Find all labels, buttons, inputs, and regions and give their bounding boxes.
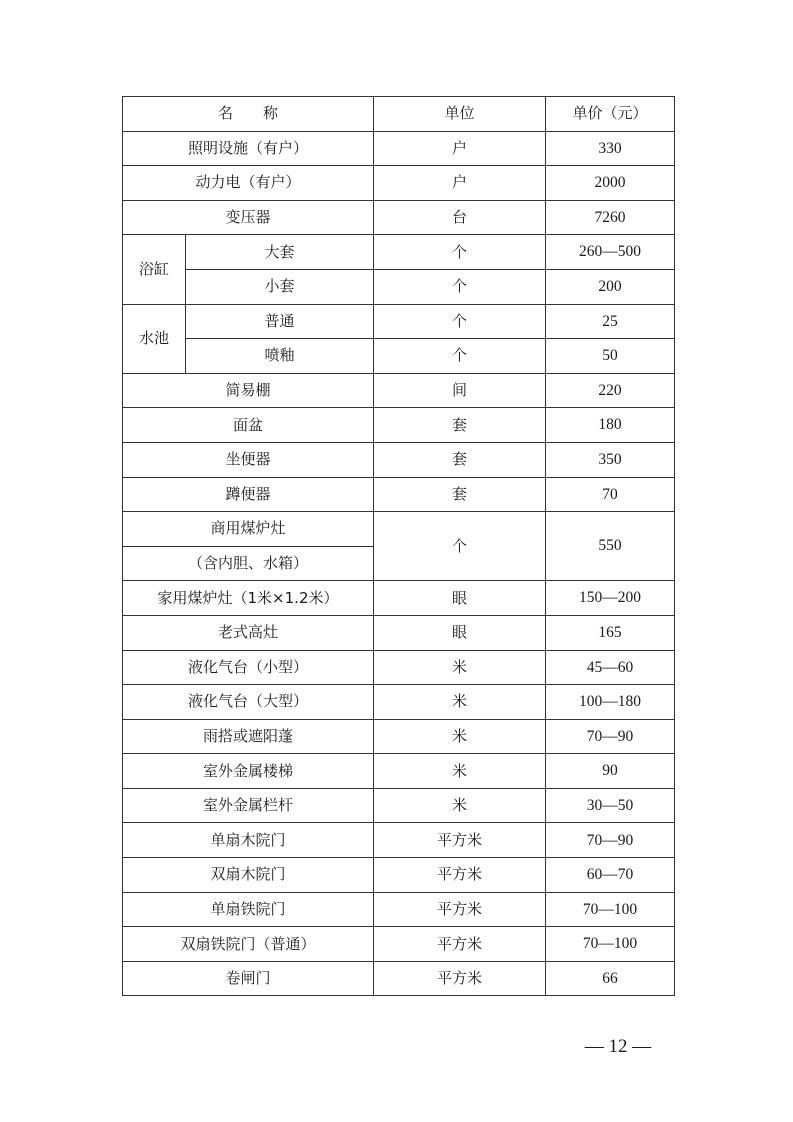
item-name: 大套: [186, 235, 374, 270]
item-name: 液化气台（大型）: [123, 685, 374, 720]
item-name: 小套: [186, 269, 374, 304]
table-row: [123, 615, 675, 650]
page-number: — 12 —: [584, 1036, 652, 1057]
item-unit: 米: [374, 719, 546, 754]
item-name: 坐便器: [123, 442, 374, 477]
header-unit: 单位: [374, 97, 546, 132]
item-unit: 户: [374, 131, 546, 166]
table-row: [123, 373, 675, 408]
item-unit: 个: [374, 339, 546, 374]
item-price: 220: [546, 373, 675, 408]
table-row: [123, 788, 675, 823]
item-price: 330: [546, 131, 675, 166]
table-header-row: [123, 97, 675, 132]
item-unit: 户: [374, 166, 546, 201]
item-price: 2000: [546, 166, 675, 201]
item-name: 商用煤炉灶: [123, 512, 374, 547]
item-price: 70—100: [546, 927, 675, 962]
header-price: 单价（元）: [546, 97, 675, 132]
table-row: [123, 892, 675, 927]
item-name: 液化气台（小型）: [123, 650, 374, 685]
item-unit: 眼: [374, 581, 546, 616]
table-row: [123, 477, 675, 512]
item-unit: 个: [374, 512, 546, 581]
table-row: [123, 719, 675, 754]
item-name: 卷闸门: [123, 961, 374, 996]
price-table: [122, 96, 675, 996]
item-name: 面盆: [123, 408, 374, 443]
item-price: 90: [546, 754, 675, 789]
item-name: 室外金属楼梯: [123, 754, 374, 789]
item-price: 150—200: [546, 581, 675, 616]
table-row: [123, 685, 675, 720]
table-row: [123, 650, 675, 685]
item-price: 50: [546, 339, 675, 374]
table-row: [123, 961, 675, 996]
item-name: 双扇木院门: [123, 858, 374, 893]
item-name: 单扇木院门: [123, 823, 374, 858]
item-unit: 平方米: [374, 961, 546, 996]
item-price: 180: [546, 408, 675, 443]
item-name: 家用煤炉灶（1米×1.2米）: [123, 581, 374, 616]
item-unit: 台: [374, 200, 546, 235]
item-name: 普通: [186, 304, 374, 339]
item-price: 70: [546, 477, 675, 512]
item-price: 70—90: [546, 823, 675, 858]
table-row: [123, 408, 675, 443]
table-row: [123, 166, 675, 201]
item-price: 66: [546, 961, 675, 996]
item-unit: 平方米: [374, 927, 546, 962]
item-name: 喷釉: [186, 339, 374, 374]
item-price: 350: [546, 442, 675, 477]
item-unit: 个: [374, 304, 546, 339]
item-price: 200: [546, 269, 675, 304]
table-row: [123, 200, 675, 235]
item-unit: 平方米: [374, 892, 546, 927]
item-price: 165: [546, 615, 675, 650]
group-name: 水池: [123, 304, 186, 373]
item-price: 45—60: [546, 650, 675, 685]
item-unit: 间: [374, 373, 546, 408]
item-unit: 眼: [374, 615, 546, 650]
item-name: 简易棚: [123, 373, 374, 408]
table-row: [123, 927, 675, 962]
item-price: 70—90: [546, 719, 675, 754]
item-name-continued: （含内胆、水箱）: [123, 546, 374, 581]
item-unit: 米: [374, 650, 546, 685]
item-unit: 平方米: [374, 823, 546, 858]
item-price: 550: [546, 512, 675, 581]
header-name: 名 称: [123, 97, 374, 132]
table-row: [123, 235, 675, 270]
group-name: 浴缸: [123, 235, 186, 304]
table-row: [123, 858, 675, 893]
table-row: [123, 339, 675, 374]
item-unit: 套: [374, 442, 546, 477]
item-unit: 平方米: [374, 858, 546, 893]
item-price: 60—70: [546, 858, 675, 893]
item-unit: 套: [374, 408, 546, 443]
item-price: 100—180: [546, 685, 675, 720]
item-unit: 米: [374, 685, 546, 720]
item-price: 30—50: [546, 788, 675, 823]
item-price: 70—100: [546, 892, 675, 927]
item-name: 变压器: [123, 200, 374, 235]
item-unit: 米: [374, 788, 546, 823]
item-name: 双扇铁院门（普通）: [123, 927, 374, 962]
table-row: [123, 131, 675, 166]
item-price: 7260: [546, 200, 675, 235]
item-name: 蹲便器: [123, 477, 374, 512]
table-row: [123, 581, 675, 616]
item-name: 室外金属栏杆: [123, 788, 374, 823]
item-price: 25: [546, 304, 675, 339]
item-unit: 米: [374, 754, 546, 789]
item-name: 照明设施（有户）: [123, 131, 374, 166]
table-row: [123, 442, 675, 477]
table-row: [123, 304, 675, 339]
table-row: [123, 754, 675, 789]
item-unit: 个: [374, 235, 546, 270]
item-name: 动力电（有户）: [123, 166, 374, 201]
item-unit: 套: [374, 477, 546, 512]
item-name: 老式高灶: [123, 615, 374, 650]
table-row: [123, 512, 675, 547]
table-row: [123, 823, 675, 858]
item-price: 260—500: [546, 235, 675, 270]
item-unit: 个: [374, 269, 546, 304]
table-row: [123, 269, 675, 304]
item-name: 单扇铁院门: [123, 892, 374, 927]
item-name: 雨搭或遮阳蓬: [123, 719, 374, 754]
